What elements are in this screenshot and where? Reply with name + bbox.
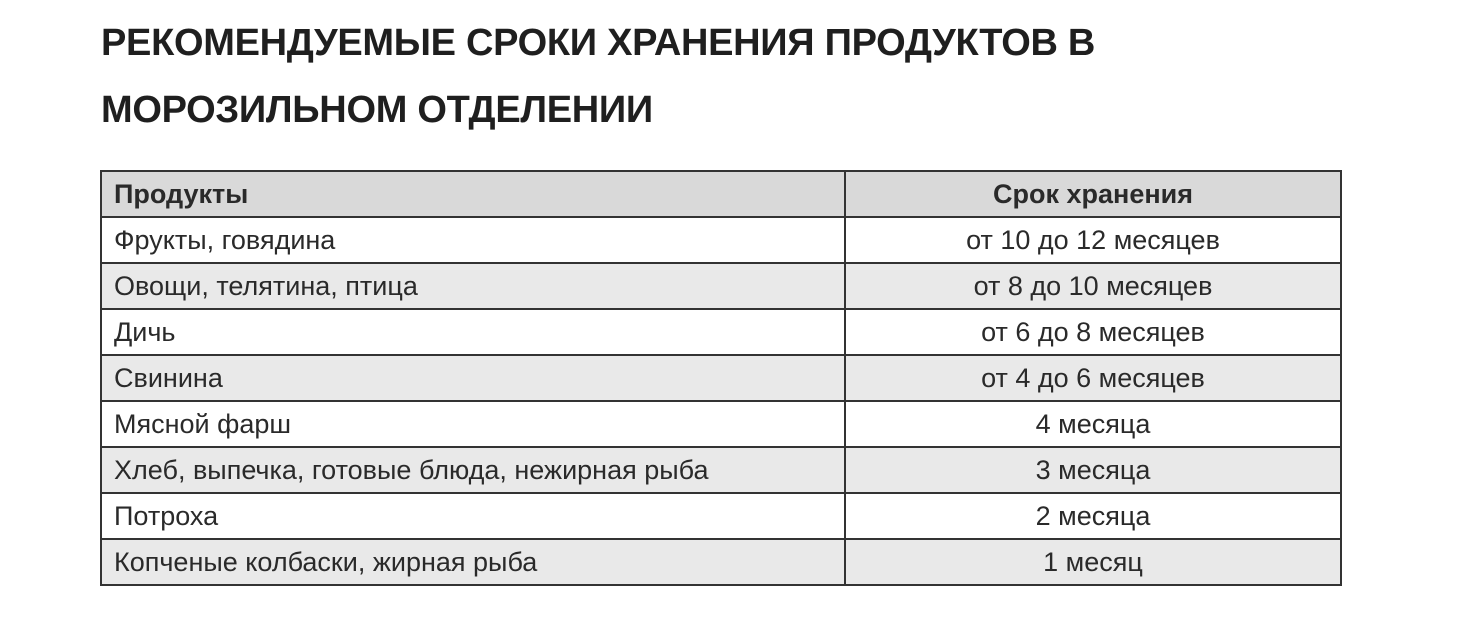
- table-row: [101, 217, 1341, 263]
- product-cell: Потроха: [101, 493, 845, 539]
- table-row: [101, 447, 1341, 493]
- storage-term-cell: 1 месяц: [845, 539, 1341, 585]
- table-row: [101, 539, 1341, 585]
- storage-term-cell: 2 месяца: [845, 493, 1341, 539]
- storage-term-cell: от 6 до 8 месяцев: [845, 309, 1341, 355]
- product-cell: Дичь: [101, 309, 845, 355]
- storage-term-cell: 3 месяца: [845, 447, 1341, 493]
- product-cell: Хлеб, выпечка, готовые блюда, нежирная рыба: [101, 447, 845, 493]
- product-cell: Фрукты, говядина: [101, 217, 845, 263]
- table-row: [101, 263, 1341, 309]
- table-row: [101, 309, 1341, 355]
- table-row: [101, 493, 1341, 539]
- product-cell: Свинина: [101, 355, 845, 401]
- table-row: [101, 355, 1341, 401]
- storage-term-cell: 4 месяца: [845, 401, 1341, 447]
- storage-table-container: [100, 170, 1340, 586]
- storage-table: [100, 170, 1342, 586]
- storage-term-cell: от 10 до 12 месяцев: [845, 217, 1341, 263]
- storage-term-cell: от 8 до 10 месяцев: [845, 263, 1341, 309]
- page-title: РЕКОМЕНДУЕМЫЕ СРОКИ ХРАНЕНИЯ ПРОДУКТОВ В МОРОЗИЛЬНОМ ОТДЕЛЕНИИ: [101, 22, 1096, 131]
- storage-term-cell: от 4 до 6 месяцев: [845, 355, 1341, 401]
- column-header-products: Продукты: [101, 171, 845, 217]
- product-cell: Мясной фарш: [101, 401, 845, 447]
- product-cell: Копченые колбаски, жирная рыба: [101, 539, 845, 585]
- table-row: [101, 401, 1341, 447]
- table-header-row: [101, 171, 1341, 217]
- product-cell: Овощи, телятина, птица: [101, 263, 845, 309]
- column-header-storage-term: Срок хранения: [845, 171, 1341, 217]
